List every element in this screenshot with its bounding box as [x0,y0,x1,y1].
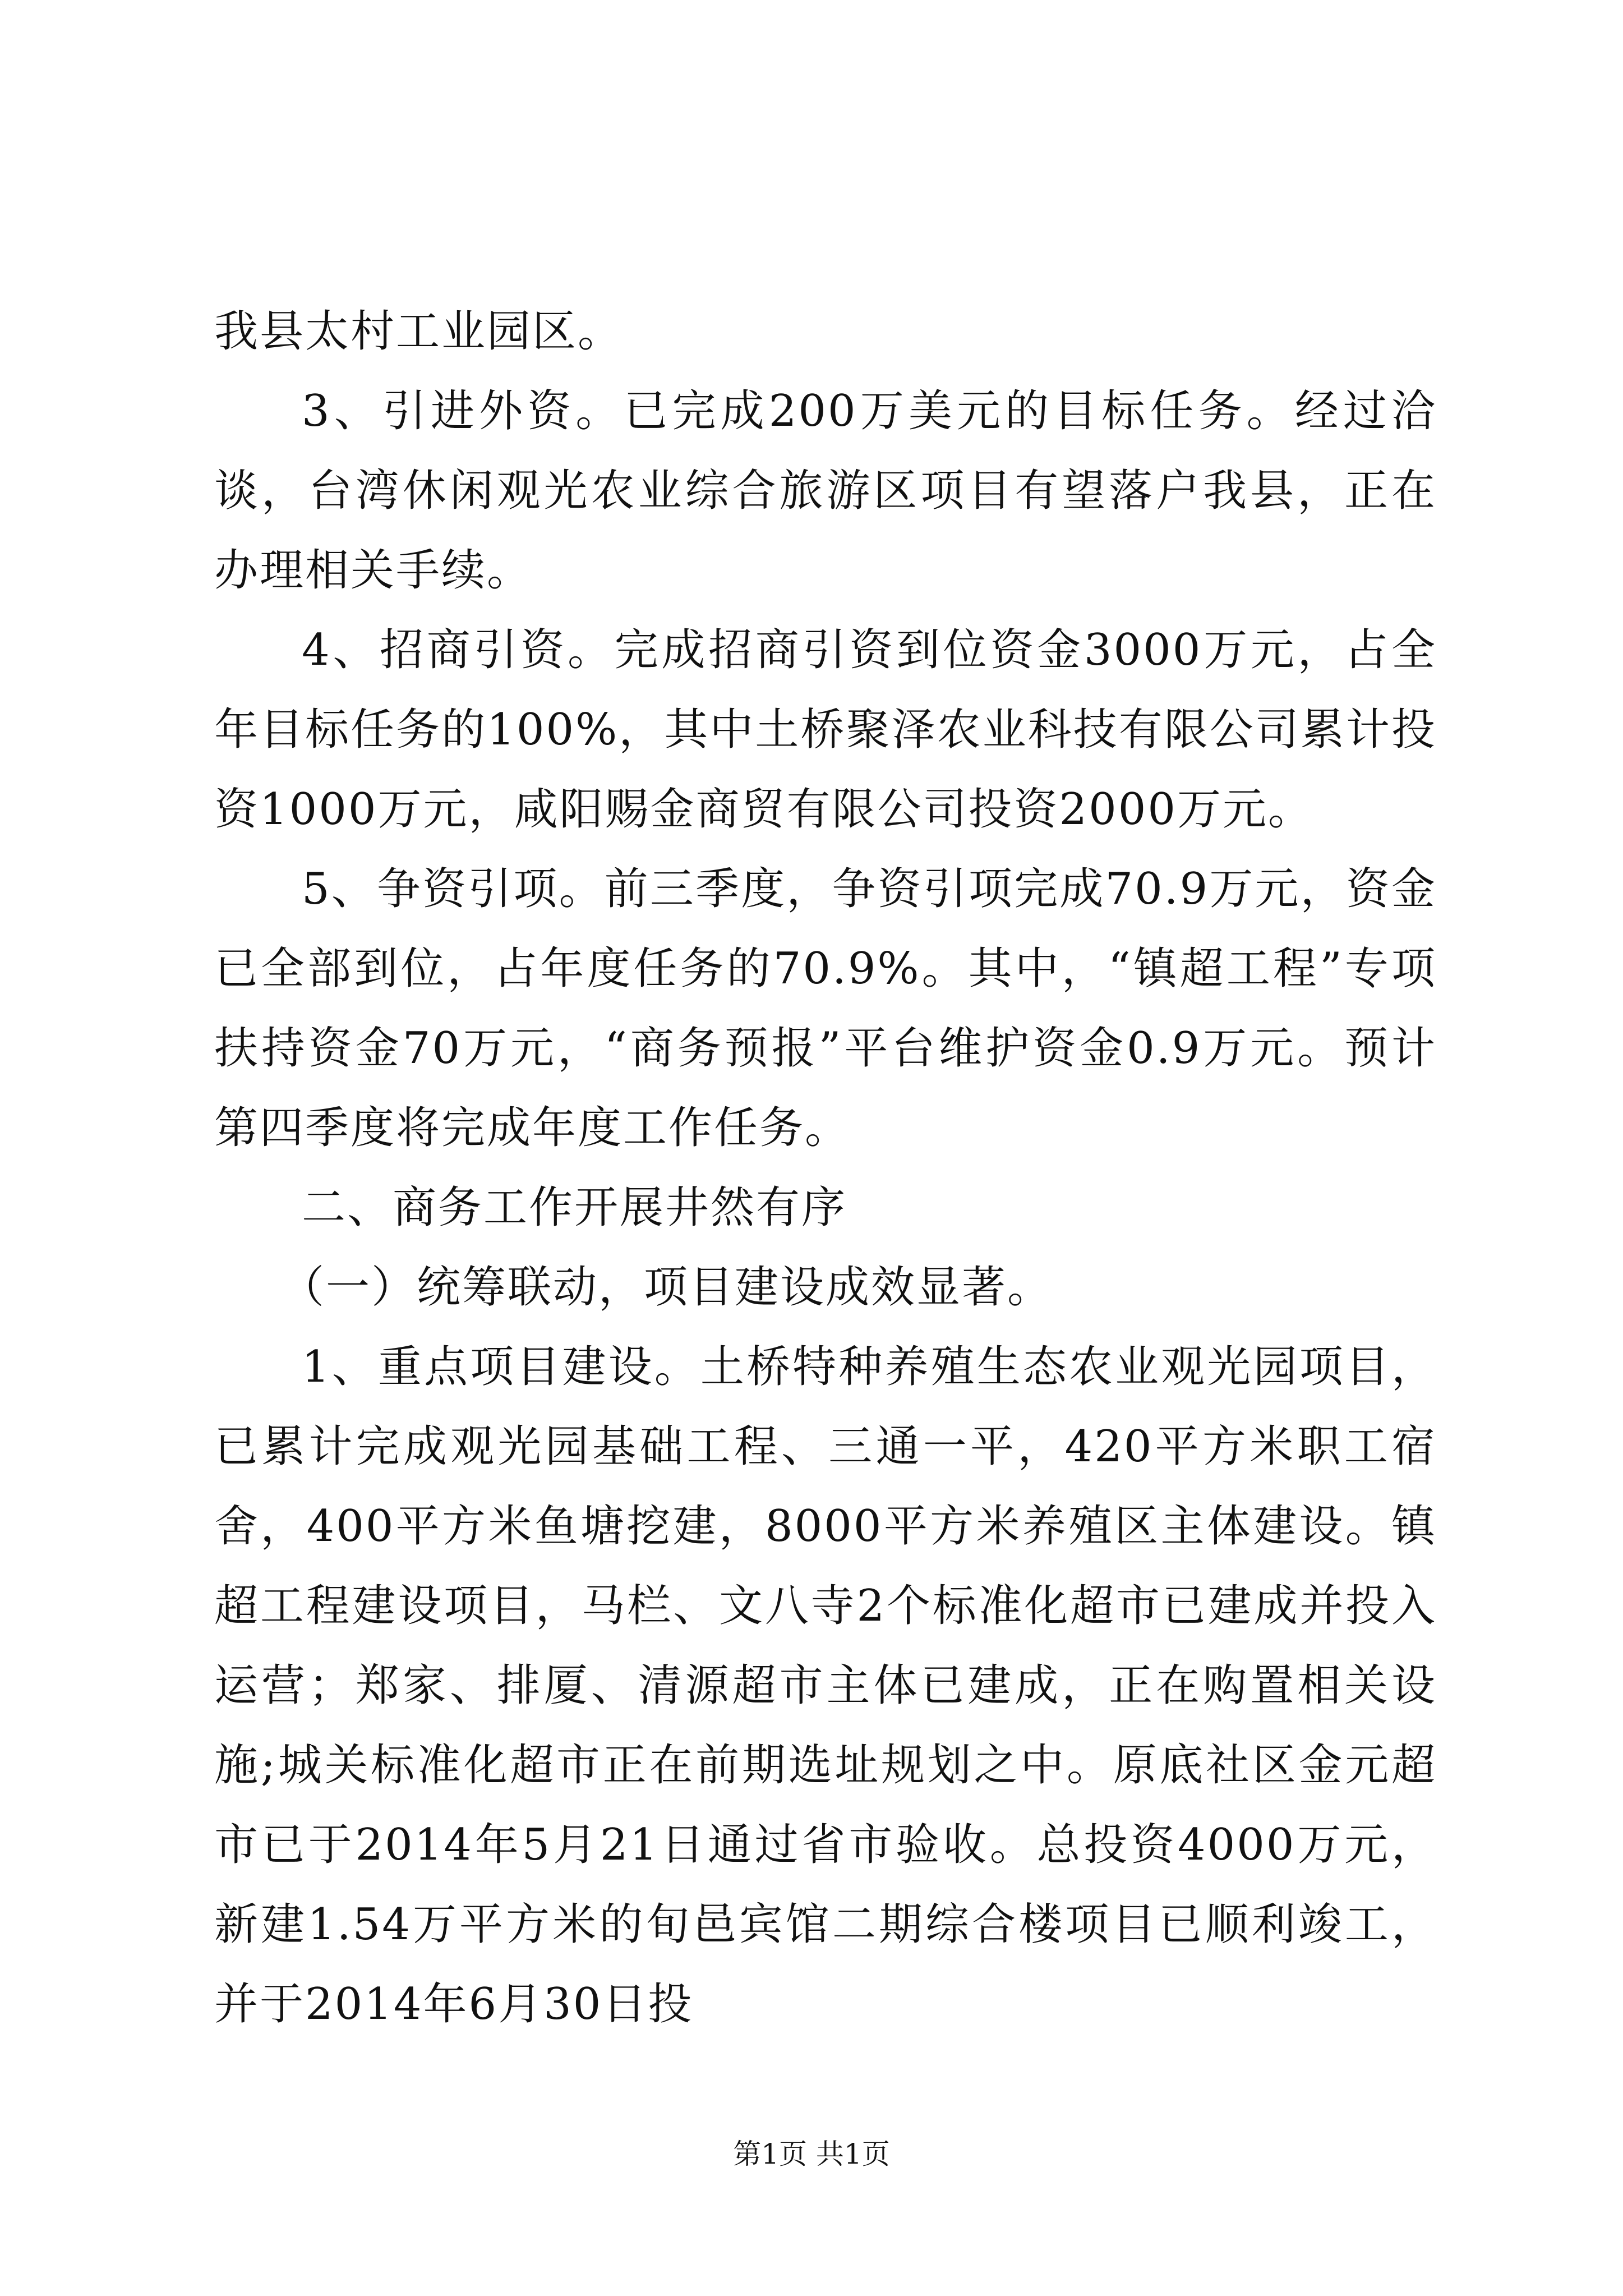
subsection-heading-project-construction: （一）统筹联动，项目建设成效显著。 [280,1262,1053,1313]
paragraph-key-projects: 1、重点项目建设。土桥特种养殖生态农业观光园项目，已累计完成观光园基础工程、三通一平，420平方米职工宿舍，400平方米鱼塘挖建，8000平方米养殖区主体建设。镇超工程建设项目，马栏、文八寺2个标准化超市已建成并投入运营；郑家、排厦、清源超市主体已建成，正在购置相关设施;城关标准化超市正在前期选址规划之中。原底社区金元超市已于2014年5月21日通过省市验收。总投资4000万元，新建1.54万平方米的旬邑宾馆二期综合楼项目已顺利竣工，并于2014年6月30日投 [214,1342,1437,2030]
paragraph-fund-projects: 5、争资引项。前三季度，争资引项完成70.9万元，资金已全部到位，占年度任务的70.9%。其中，“镇超工程”专项扶持资金70万元，“商务预报”平台维护资金0.9万元。预计第四季度将完成年度工作任务。 [214,864,1437,1153]
section-heading-commerce-work: 二、商务工作开展井然有序 [302,1182,847,1233]
document-body [214,292,1437,2044]
page-footer: 第1页 共1页 [733,2138,890,2170]
paragraph-foreign-investment: 3、引进外资。已完成200万美元的目标任务。经过洽谈，台湾休闲观光农业综合旅游区项目有望落户我县，正在办理相关手续。 [214,386,1437,596]
paragraph-continuation: 我县太村工业园区。 [214,306,624,357]
paragraph-investment-attraction: 4、招商引资。完成招商引资到位资金3000万元，占全年目标任务的100%，其中土桥聚泽农业科技有限公司累计投资1000万元，咸阳赐金商贸有限公司投资2000万元。 [214,625,1437,835]
